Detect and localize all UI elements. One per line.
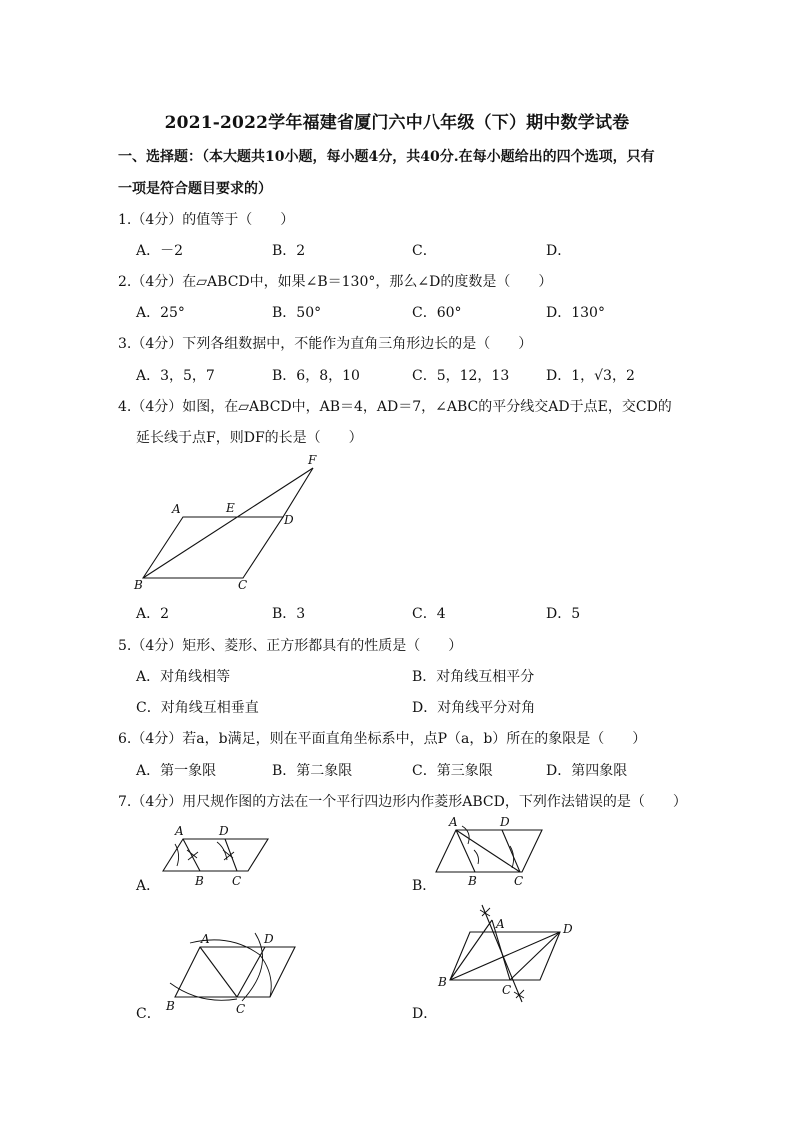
question-7-stem: 7.（4分）用尺规作图的方法在一个平行四边形内作菱形ABCD，下列作法错误的是（ ） [118,794,687,810]
label-b: B [134,578,143,592]
q4-option-c[interactable]: C．4 [412,606,446,622]
question-6-stem: 6.（4分）若a，b满足，则在平面直角坐标系中，点P（a，b）所在的象限是（ ） [118,731,647,747]
parallelogram-abcd [143,517,283,578]
label-d: D [563,922,573,936]
arc-3 [474,850,479,864]
q7-option-d[interactable]: D． [412,1006,438,1022]
q2-option-c[interactable]: C．60° [412,305,462,321]
arc-2 [170,983,237,1000]
label-d: D [219,824,229,838]
label-d: D [500,815,510,829]
q2-option-b[interactable]: B．50° [272,305,322,321]
label-b: B [166,999,175,1013]
label-a: A [175,824,184,838]
q7-option-c[interactable]: C． [136,1006,161,1022]
side-cd [510,932,560,980]
page-title: 2021-2022学年福建省厦门六中八年级（下）期中数学试卷 [164,113,630,133]
label-a: A [496,917,505,931]
q6-option-d[interactable]: D．第四象限 [546,763,628,779]
q7-option-b[interactable]: B． [412,878,437,894]
question-4-stem-line1: 4.（4分）如图，在▱ABCD中，AB＝4，AD＝7，∠ABC的平分线交AD于点E，交CD的 [118,399,672,415]
question-2-stem: 2.（4分）在▱ABCD中，如果∠B＝130°，那么∠D的度数是（ ） [118,274,553,290]
q3-option-d[interactable]: D．1，√3，2 [546,368,635,384]
label-a: A [201,932,210,946]
question-5-stem: 5.（4分）矩形、菱形、正方形都具有的性质是（ ） [118,638,463,654]
question-4-stem-line2: 延长线于点F，则DF的长是（ ） [136,430,363,446]
q4-option-a[interactable]: A．2 [136,606,170,622]
label-f: F [308,453,317,467]
arc-marks-1 [187,850,198,860]
q6-option-c[interactable]: C．第三象限 [412,763,493,779]
q5-option-d[interactable]: D．对角线平分对角 [412,700,536,716]
q6-option-a[interactable]: A．第一象限 [136,763,217,779]
q2-option-d[interactable]: D．130° [546,305,605,321]
q5-option-c[interactable]: C．对角线互相垂直 [136,700,259,716]
q7-figure-b [430,812,550,892]
arc-3 [242,933,263,1001]
label-b: B [195,874,204,888]
label-c: C [514,874,524,888]
q4-option-b[interactable]: B．3 [272,606,306,622]
label-a: A [172,502,181,516]
q7-figure-d [430,900,590,1010]
q3-option-c[interactable]: C．5，12，13 [412,368,510,384]
q7-figure-c [160,925,300,1020]
question-3-stem: 3.（4分）下列各组数据中，不能作为直角三角形边长的是（ ） [118,336,533,352]
label-a: A [449,815,458,829]
label-d: D [284,513,294,527]
label-c: C [502,983,512,997]
question-1-stem: 1.（4分）的值等于（ ） [118,212,295,228]
q5-option-a[interactable]: A．对角线相等 [136,669,231,685]
label-b: B [438,975,447,989]
label-b: B [468,874,477,888]
section-heading-line2: 一项是符合题目要求的） [118,181,272,197]
q2-option-a[interactable]: A．25° [136,305,185,321]
side-ac [200,947,237,997]
label-d: D [264,932,274,946]
q7-option-a[interactable]: A． [136,878,161,894]
outer-parallelogram [175,947,295,997]
label-c: C [238,578,248,592]
section-heading-line1: 一、选择题：（本大题共10小题，每小题4分，共40分.在每小题给出的四个选项，只有 [118,149,655,165]
q3-option-a[interactable]: A．3，5，7 [136,368,215,384]
q7-figure-a [155,820,275,890]
q6-option-b[interactable]: B．第二象限 [272,763,353,779]
q4-parallelogram-figure [130,450,330,595]
q3-option-b[interactable]: B．6，8，10 [272,368,360,384]
label-c: C [232,874,242,888]
side-dc [225,839,237,871]
q1-option-c[interactable]: C． [412,243,437,259]
label-e: E [226,501,235,515]
q1-option-d[interactable]: D． [546,243,572,259]
extension-df [283,468,313,517]
arc-2 [217,842,227,860]
side-ab [183,839,200,871]
q4-option-d[interactable]: D．5 [546,606,581,622]
label-c: C [236,1002,246,1016]
q5-option-b[interactable]: B．对角线互相平分 [412,669,535,685]
q1-option-b[interactable]: B．2 [272,243,306,259]
q1-option-a[interactable]: A．－2 [136,243,184,259]
